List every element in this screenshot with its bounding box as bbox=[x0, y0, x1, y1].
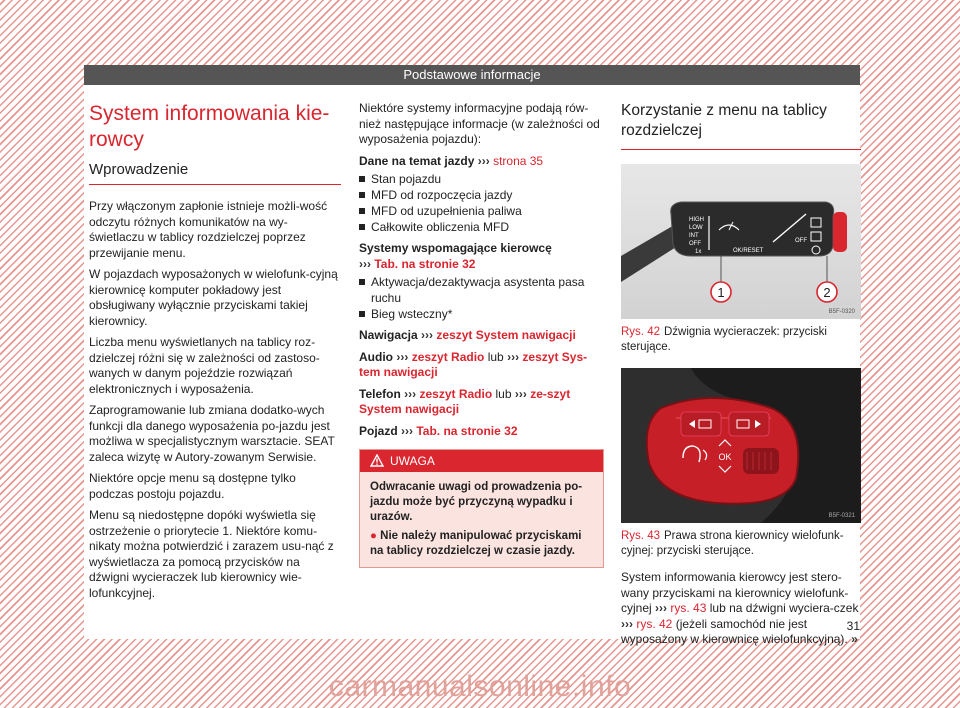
ref-arrows: ››› bbox=[396, 349, 409, 364]
figure-wiper-lever bbox=[621, 164, 861, 319]
figure-id: B5F-0321 bbox=[828, 513, 855, 519]
assist-list bbox=[359, 274, 604, 322]
wiper-lever-illustration bbox=[621, 164, 861, 319]
ref-arrows: ››› bbox=[621, 616, 633, 631]
body-text: lub na dźwigni wyciera-czek bbox=[709, 601, 859, 615]
ref-arrows: ››› bbox=[477, 153, 490, 168]
paragraph: Menu są niedostępne dopóki wyświetla się ostrzeżenie o priorytecie 1. Niektóre komu-nikaty można potwierdzić i zarazem usu-nąć z wyświetlacza za pomocą przycisków na dźwigni wycieraczek lub kierownicy wie-lofunkcyjnej. bbox=[89, 508, 334, 600]
figure-ref: Rys. 43 bbox=[621, 530, 660, 542]
phone-ref-link-1[interactable]: zeszyt Radio bbox=[419, 386, 493, 401]
warning-bullet-text: Nie należy manipulować przyciskami na tablicy rozdzielczej w czasie jazdy. bbox=[370, 530, 582, 557]
audio-label: Audio bbox=[359, 349, 393, 364]
warning-text: Odwracanie uwagi od prowadzenia po-jazdu może być przyczyną wypadku i urazów. bbox=[370, 481, 583, 523]
ref-arrows: ››› bbox=[401, 423, 414, 438]
assist-line bbox=[359, 241, 604, 272]
ok-reset-label: OK/RESET bbox=[733, 248, 764, 254]
section-title-line2: rowcy bbox=[89, 128, 144, 151]
nav-label: Nawigacja bbox=[359, 328, 418, 342]
page-number: 31 bbox=[846, 619, 860, 633]
ref-arrows: ››› bbox=[507, 349, 520, 364]
or-text: lub bbox=[495, 386, 512, 401]
bullet-icon: ● bbox=[370, 530, 377, 542]
lever-label-int: INT bbox=[689, 233, 699, 239]
paragraph: Zaprogramowanie lub zmiana dodatko-wych funkcji dla danego wyposażenia po-jazdu jest możliwa w specjalistycznym warsztacie. SEAT zaleca wizytę w Autory-zowanym Serwisie. bbox=[89, 403, 335, 464]
or-text: lub bbox=[487, 349, 504, 364]
body-text: (jeżeli samochód nie jest wyposażony w kierownicę wielofunkcyjną). bbox=[621, 616, 848, 646]
navigation-line bbox=[359, 328, 604, 344]
lever-label-off: OFF bbox=[689, 241, 701, 247]
continue-icon: » bbox=[851, 632, 858, 646]
caption-text: Dźwignia wycieraczek: przyciski sterujące. bbox=[621, 326, 827, 353]
list-item: MFD od uzupełnienia paliwa bbox=[359, 203, 604, 219]
column-right bbox=[621, 101, 861, 654]
page bbox=[84, 65, 860, 646]
list-item: Bieg wsteczny* bbox=[359, 306, 604, 322]
lever-off-label: OFF bbox=[795, 238, 807, 244]
audio-ref-link-1[interactable]: zeszyt Radio bbox=[411, 349, 485, 364]
warning-header bbox=[360, 450, 603, 472]
ref-arrows: ››› bbox=[655, 601, 668, 615]
section-title-line1: System informowania kie- bbox=[89, 102, 330, 125]
ok-label: OK bbox=[718, 452, 732, 462]
lever-label-high: HIGH bbox=[689, 217, 704, 223]
paragraph: W pojazdach wyposażonych w wielofunk-cyjną kierownicę komputer pokładowy jest obsługiwany wyłącznie przyciskami takiej kierownicy. bbox=[89, 267, 338, 328]
intro-paragraph: Niektóre systemy informacyjne podają rów-nież następujące informacje (w zależności od wyposażenia pojazdu): bbox=[359, 101, 600, 146]
paragraph: Przy włączonym zapłonie istnieje możli-wość odczytu różnych komunikatów na wy-świetlaczu w tablicy rozdzielczej poprzez przewijanie menu. bbox=[89, 199, 328, 260]
list-item: Całkowite obliczenia MFD bbox=[359, 219, 604, 235]
warning-bullet-line bbox=[370, 529, 593, 559]
figure-ref-link[interactable]: rys. 42 bbox=[636, 616, 673, 631]
trip-label: Dane na temat jazdy bbox=[359, 153, 475, 168]
figure-ref-link[interactable]: rys. 43 bbox=[670, 601, 707, 615]
vehicle-ref-link[interactable]: Tab. na stronie 32 bbox=[416, 423, 518, 438]
paragraph: Niektóre opcje menu są dostępne tylko podczas postoju pojazdu. bbox=[89, 471, 296, 501]
phone-label: Telefon bbox=[359, 386, 401, 401]
figure-steering-wheel bbox=[621, 368, 861, 523]
phone-line bbox=[359, 387, 604, 418]
trip-data-line bbox=[359, 154, 604, 170]
callout-2: 2 bbox=[823, 285, 831, 300]
warning-title: UWAGA bbox=[390, 454, 435, 468]
figure-caption bbox=[621, 325, 861, 354]
figure-id: B5F-0320 bbox=[828, 309, 855, 315]
column-left bbox=[89, 101, 341, 607]
callout-1: 1 bbox=[717, 285, 725, 300]
lever-label-1x: 1x bbox=[695, 249, 702, 255]
figure-caption bbox=[621, 529, 861, 558]
list-item: MFD od rozpoczęcia jazdy bbox=[359, 187, 604, 203]
steering-wheel-illustration bbox=[621, 368, 861, 523]
figure-ref: Rys. 42 bbox=[621, 326, 660, 338]
body-text: System informowania kierowcy jest stero-wany przyciskami na kierownicy wielofunk-cyjnej bbox=[621, 570, 849, 615]
caption-text: Prawa strona kierownicy wielofunk-cyjnej: przyciski sterujące. bbox=[621, 530, 844, 557]
warning-body bbox=[360, 472, 603, 567]
ref-arrows: ››› bbox=[514, 386, 527, 401]
ref-arrows: ››› bbox=[359, 256, 371, 271]
page-header: Podstawowe informacje bbox=[84, 65, 860, 85]
assist-ref-link[interactable]: Tab. na stronie 32 bbox=[374, 256, 476, 271]
ref-arrows: ››› bbox=[421, 328, 434, 342]
ref-arrows: ››› bbox=[404, 386, 417, 401]
menu-section-title-line1: Korzystanie z menu na tablicy bbox=[621, 102, 827, 119]
subsection-title: Wprowadzenie bbox=[89, 161, 341, 185]
audio-line bbox=[359, 350, 604, 381]
paragraph: Liczba menu wyświetlanych na tablicy roz-dzielczej różni się w zależności od zastoso-wanych w danym pojeździe rozwiązań elektronicznych i wyposażenia. bbox=[89, 335, 320, 396]
warning-triangle-icon bbox=[370, 454, 384, 467]
list-item: Stan pojazdu bbox=[359, 171, 604, 187]
menu-paragraph bbox=[621, 570, 861, 648]
column-middle bbox=[359, 101, 604, 568]
nav-ref-link[interactable]: zeszyt System nawigacji bbox=[436, 328, 576, 342]
watermark: carmanualsonline.info bbox=[328, 670, 632, 703]
list-item: Aktywacja/dezaktywacja asystenta pasa ruchu bbox=[359, 274, 604, 306]
lever-label-low: LOW bbox=[689, 225, 703, 231]
trip-list bbox=[359, 171, 604, 235]
menu-section-title-line2: rozdzielczej bbox=[621, 122, 702, 139]
vehicle-label: Pojazd bbox=[359, 423, 398, 438]
warning-box bbox=[359, 449, 604, 568]
section-title bbox=[89, 101, 341, 153]
vehicle-line bbox=[359, 424, 604, 440]
audio-ref-link-2[interactable]: zeszyt Sys-tem nawigacji bbox=[359, 349, 588, 379]
assist-label: Systemy wspomagające kierowcę bbox=[359, 241, 552, 255]
menu-section-title bbox=[621, 101, 861, 150]
phone-ref-link-2[interactable]: ze-szyt System nawigacji bbox=[359, 386, 571, 416]
trip-ref-link[interactable]: strona 35 bbox=[493, 153, 544, 168]
